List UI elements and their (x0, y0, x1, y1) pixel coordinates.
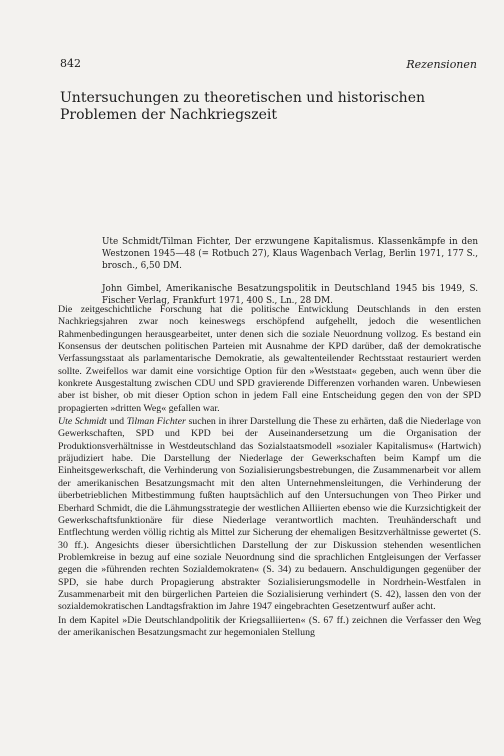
running-head: Rezensionen (406, 58, 477, 71)
author-name: Ute Schmidt (58, 416, 107, 428)
paragraph (58, 416, 481, 614)
paragraph: In dem Kapitel »Die Deutschlandpolitik der Kriegsalliierten« (S. 67 ff.) zeichnen die Verfasser den Weg der amerikanischen Besatzungsmacht zur hegemonialen Stellung (58, 614, 481, 638)
text-span: suchen in ihrer Darstellung die These zu erhärten, daß die Niederlage von Gewerkschaften, SPD und KPD bei der Auseinandersetzung um die Organisation der Produktionsverhältnisse in Westdeutschland das Sozialstaatsmodell »sozialer Kapitalismus« (Hartwich) präjudiziert habe. Die Darstellung der Niederlage der Gewerkschaften beim Kampf um die Einheitsgewerkschaft, die Verhinderung von Sozialisierungsbestrebungen, die Zusammenarbeit vor allem der amerikanischen Besatzungsmacht mit den alten Unternehmensleitungen, die Verhinderung der überbetrieblichen Mitbestimmung fußten hauptsächlich auf den Untersuchungen von Theo Pirker und Eberhard Schmidt, die die Lähmungsstrategie der westlichen Alliierten ebenso wie die Kurzsichtigkeit der Gewerkschaftsfunktionäre für diese Niederlage verantwortlich machten. Treuhänderschaft und Entflechtung werden völlig richtig als Mittel zur Sicherung der ehemaligen Besitzverhältnisse gewertet (S. 30 ff.). Angesichts dieser übersichtlichen Darstellung der zur Diskussion stehenden wesentlichen Problemkreise in bezug auf eine soziale Neuordnung sind die sprachlichen Entgleisungen der Verfasser gegen die »führenden rechten Sozialdemokraten« (S. 34) zu bedauern. Anschuldigungen gegenüber der SPD, sie habe durch Propagierung abstrakter Sozialisierungsmodelle in Nordrhein-Westfalen in Zusammenarbeit mit den bürgerlichen Parteien die Sozialisierung verhindert (S. 42), lassen den von der sozialdemokratischen Landtagsfraktion im Jahre 1947 eingebrachten Gesetzentwurf außer acht. (58, 416, 481, 613)
bibliography-entry: John Gimbel, Amerikanische Besatzungspolitik in Deutschland 1945 bis 1949, S. Fischer Verlag, Frankfurt 1971, 400 S., Ln., 28 DM. (102, 284, 478, 307)
page-number: 842 (60, 57, 81, 70)
bibliography-entry: Ute Schmidt/Tilman Fichter, Der erzwungene Kapitalismus. Klassenkämpfe in den Westzonen 1945—48 (= Rotbuch 27), Klaus Wagenbach Verlag, Berlin 1971, 177 S., brosch., 6,50 DM. (102, 237, 478, 272)
article-body (58, 304, 481, 639)
text-span: und (106, 416, 127, 428)
author-name: Tilman Fichter (126, 416, 186, 428)
paragraph: Die zeitgeschichtliche Forschung hat die politische Entwicklung Deutschlands in den ersten Nachkriegsjahren zwar noch keineswegs erschöpfend aufgehellt, jedoch die wesentlichen Rahmenbedingungen herausgearbeitet, unter denen sich die soziale Neuordnung vollzog. Es bestand ein Konsensus der deutschen politischen Parteien mit Ausnahme der KPD darüber, daß der demokratische Verfassungsstaat als parlamentarische Demokratie, als gewaltenteilender Rechtsstaat restauriert werden sollte. Zweifellos war damit eine vorsichtige Option für den »Weststaat« gegeben, auch wenn über die konkrete Ausgestaltung zwischen CDU und SPD gravierende Differenzen vorhanden waren. Unbewiesen aber ist bisher, ob mit dieser Option schon in jedem Fall eine Entscheidung gegen den von der SPD propagierten »dritten Weg« gefallen war. (58, 304, 481, 414)
article-title: Untersuchungen zu theoretischen und historischen Problemen der Nachkriegszeit (60, 90, 425, 123)
